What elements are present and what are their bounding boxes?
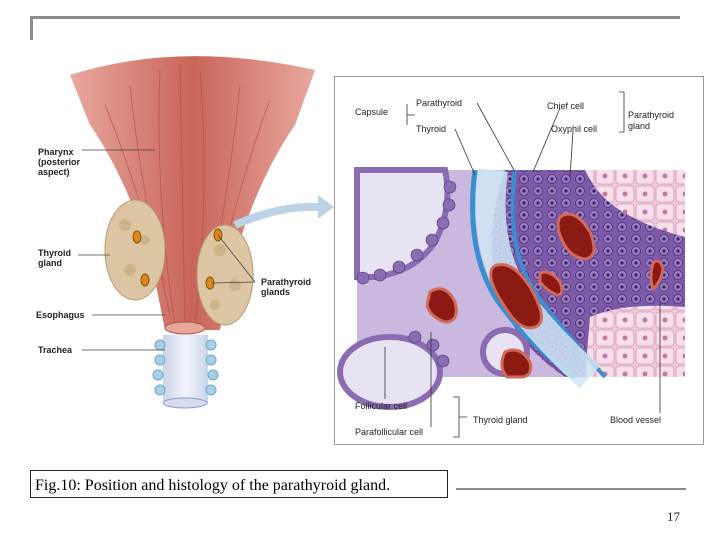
caption-rule <box>456 488 686 490</box>
histology-drawing <box>335 77 705 446</box>
label-thyroid-capsule: Thyroid <box>416 124 447 134</box>
label-parathyroid: Parathyroid <box>261 277 312 287</box>
label-parathyroid-glands: glands <box>261 287 291 297</box>
top-rule <box>30 16 680 19</box>
label-thyroid: Thyroid <box>38 248 71 258</box>
label-chief-cell: Chief cell <box>547 101 585 111</box>
anatomy-drawing <box>30 45 340 415</box>
label-parafollicular-cell: Parafollicular cell <box>355 427 424 437</box>
label-pharynx-sub1: (posterior <box>38 157 81 167</box>
label-esophagus: Esophagus <box>36 310 85 320</box>
label-parathyroid-gland-2: gland <box>628 121 651 131</box>
anatomy-illustration <box>30 45 340 415</box>
label-thyroid-gland: Thyroid gland <box>473 415 528 425</box>
label-pharynx-sub2: aspect) <box>38 167 70 177</box>
label-oxyphil-cell: Oxyphil cell <box>551 124 598 134</box>
label-capsule: Capsule <box>355 107 389 117</box>
left-tick <box>30 16 33 40</box>
label-pharynx: Pharynx <box>38 147 74 157</box>
label-parathyroid-capsule: Parathyroid <box>416 98 463 108</box>
label-trachea: Trachea <box>38 345 73 355</box>
label-parathyroid-gland: Parathyroid <box>628 110 675 120</box>
label-follicular-cell: Follicular cell <box>355 401 408 411</box>
figure-caption <box>30 470 448 498</box>
label-blood-vessel: Blood vessel <box>610 415 662 425</box>
page-number: 17 <box>667 509 680 524</box>
label-thyroid-gland: gland <box>38 258 62 268</box>
histology-panel <box>334 76 704 445</box>
caption-text: Fig.10: Position and histology of the parathyroid gland. <box>35 477 391 494</box>
